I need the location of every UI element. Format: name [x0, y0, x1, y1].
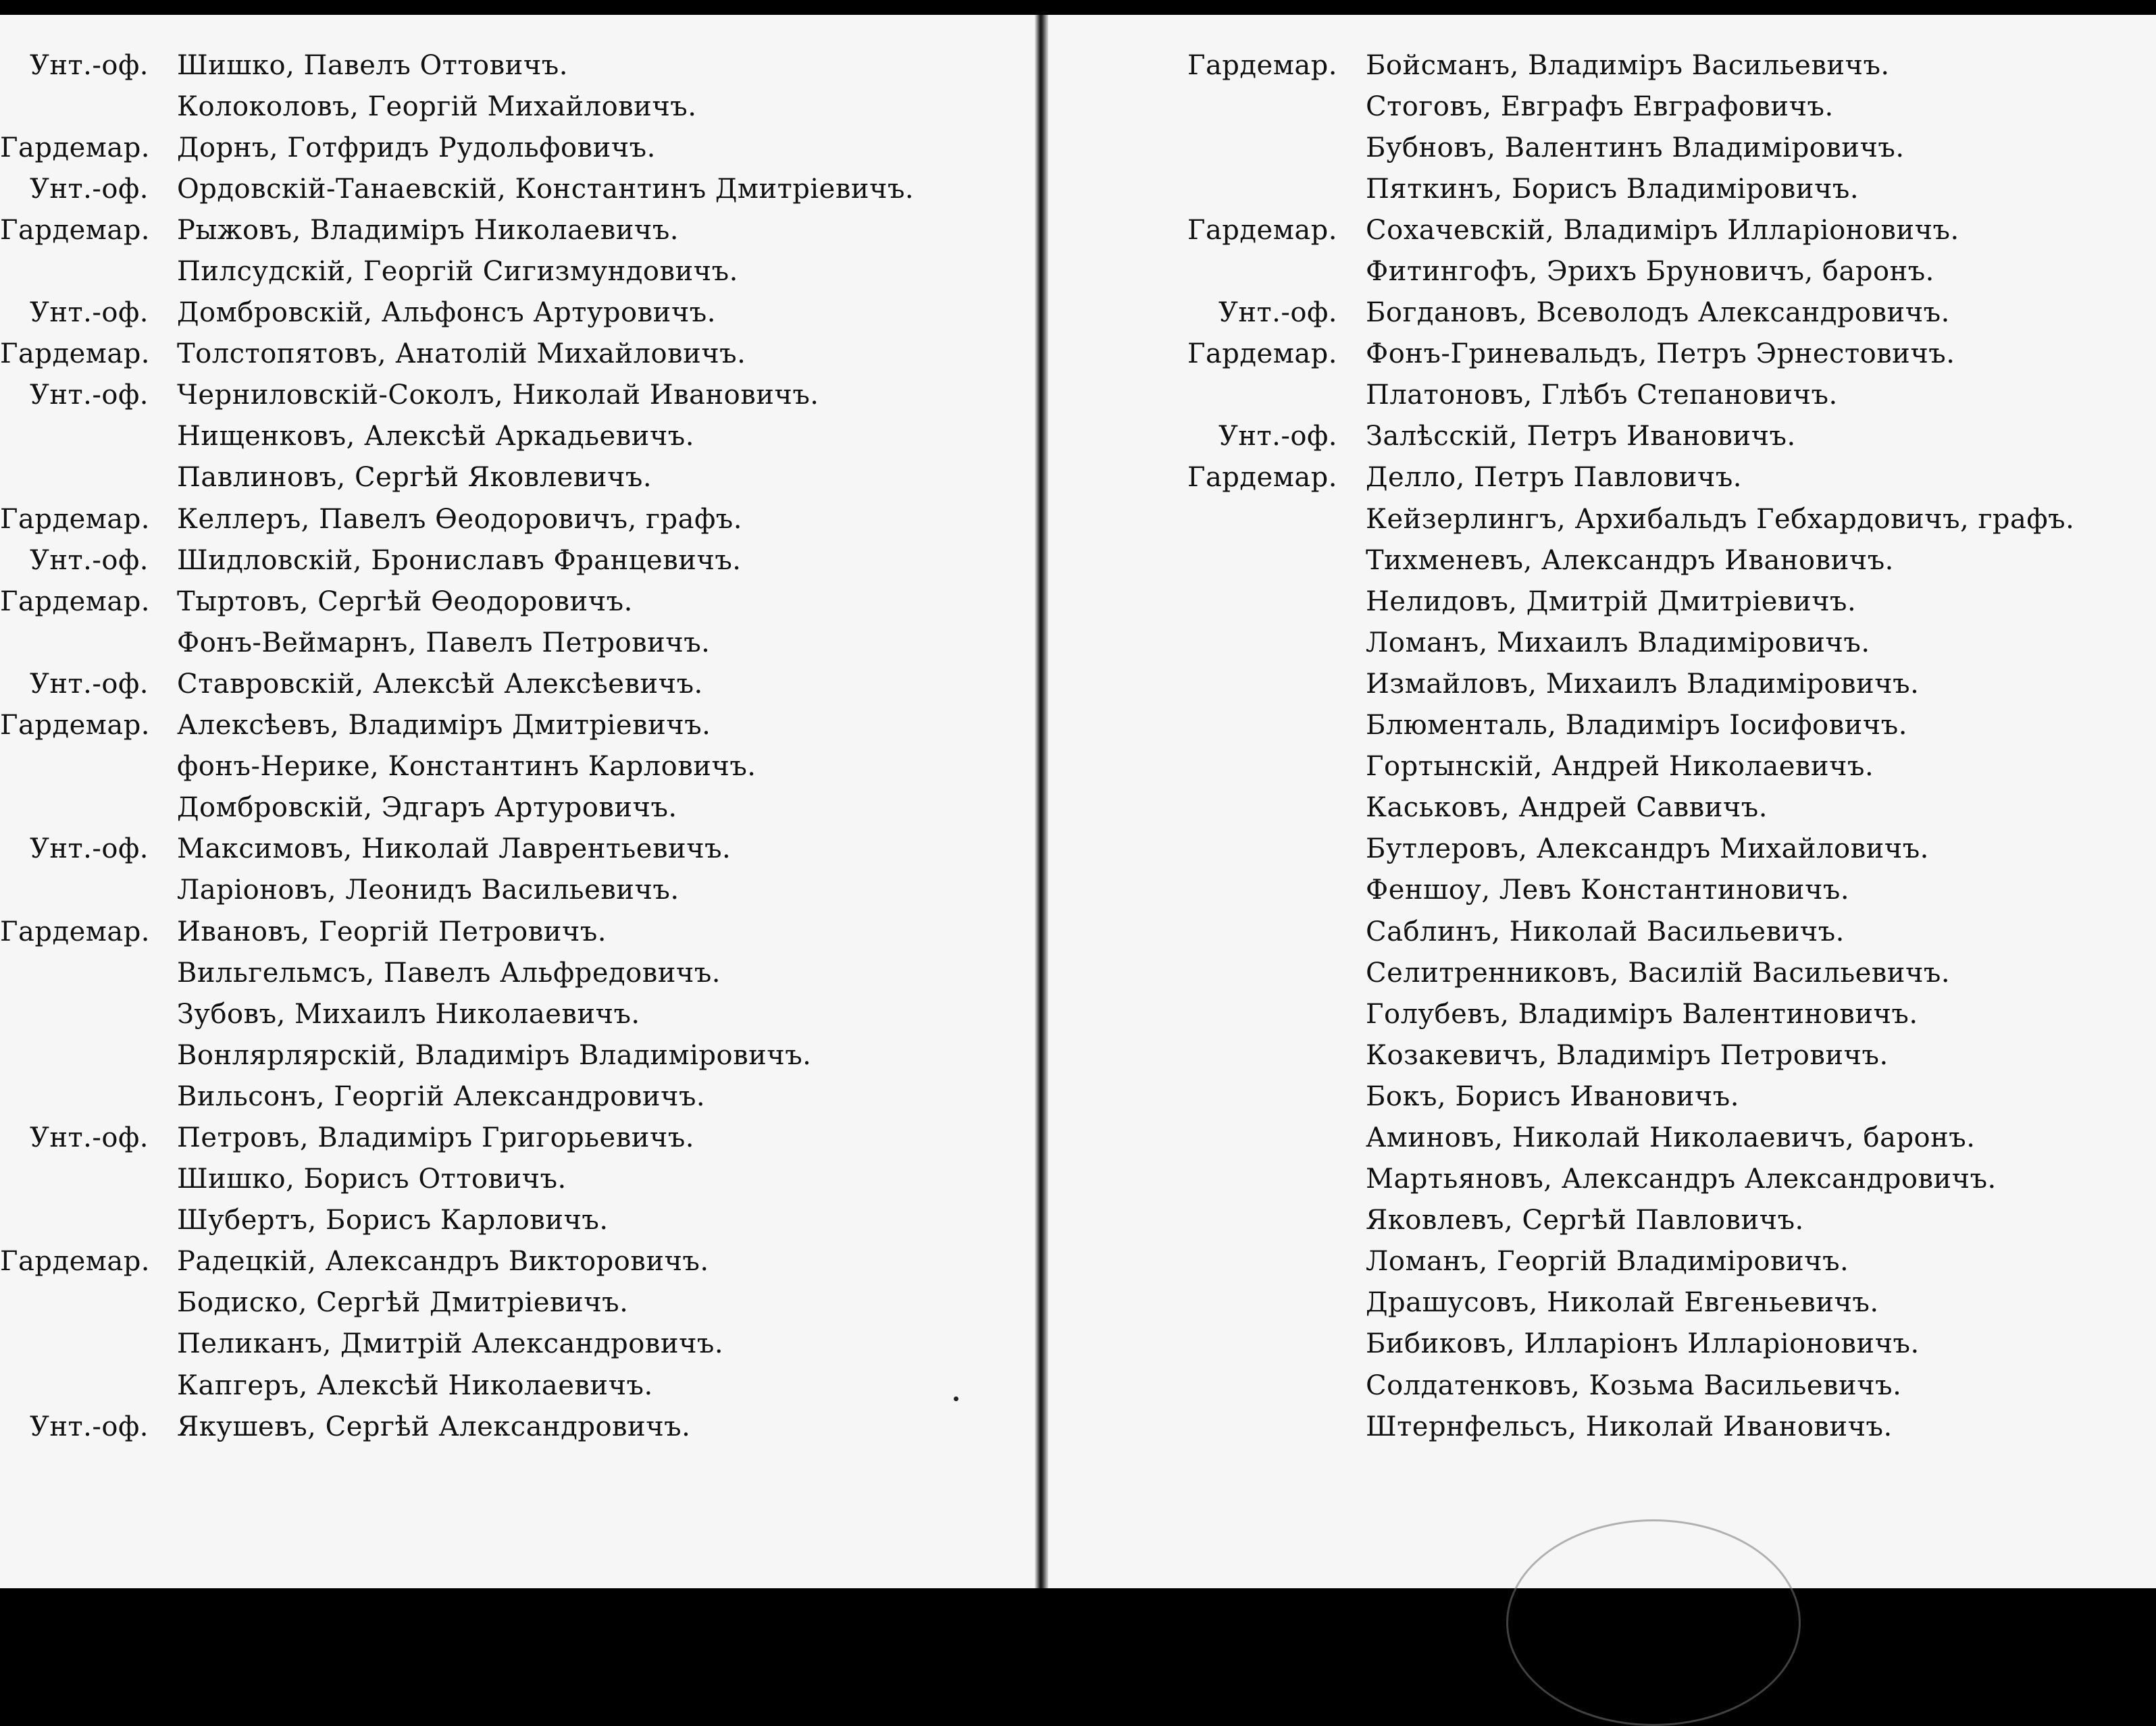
- rank-label: Гардемар.: [0, 503, 151, 535]
- ink-speck: [954, 1396, 958, 1401]
- person-name: Пилсудскій, Георгій Сигизмундовичъ.: [177, 256, 738, 288]
- rank-label: Унт.-оф.: [29, 833, 149, 865]
- person-name: Каськовъ, Андрей Саввичъ.: [1366, 792, 1768, 824]
- roster-entry: [1047, 416, 2128, 457]
- roster-entry: [1047, 1076, 2128, 1117]
- person-name: Шубертъ, Борисъ Карловичъ.: [177, 1205, 609, 1236]
- roster-entry: [0, 911, 1013, 952]
- roster-entry: [1047, 993, 2128, 1035]
- roster-entry: [0, 251, 1013, 292]
- roster-entry: [1047, 911, 2128, 952]
- roster-entry: [0, 209, 1013, 251]
- roster-entry: [0, 1159, 1013, 1200]
- rank-label: Унт.-оф.: [29, 173, 149, 205]
- person-name: Вильсонъ, Георгій Александровичъ.: [177, 1080, 706, 1112]
- roster-entry: [0, 829, 1013, 870]
- rank-label: Гардемар.: [0, 132, 151, 163]
- roster-entry: [1047, 457, 2128, 498]
- person-name: Павлиновъ, Сергѣй Яковлевичъ.: [177, 462, 652, 494]
- person-name: Пеликанъ, Дмитрій Александровичъ.: [177, 1328, 724, 1360]
- roster-entry: [1047, 952, 2128, 993]
- roster-entry: [0, 416, 1013, 457]
- roster-entry: [0, 1241, 1013, 1282]
- person-name: Бубновъ, Валентинъ Владиміровичъ.: [1366, 132, 1905, 163]
- roster-entry: [0, 1365, 1013, 1406]
- rank-label: Гардемар.: [0, 338, 151, 370]
- person-name: Измайловъ, Михаилъ Владиміровичъ.: [1366, 668, 1920, 700]
- roster-entry: [0, 705, 1013, 746]
- person-name: Тихменевъ, Александръ Ивановичъ.: [1366, 544, 1894, 576]
- person-name: Вильгельмсъ, Павелъ Альфредовичъ.: [177, 957, 721, 989]
- roster-entry: [1047, 870, 2128, 911]
- roster-entry: [0, 993, 1013, 1035]
- roster-entry: [1047, 127, 2128, 168]
- person-name: Шишко, Павелъ Оттовичъ.: [177, 49, 568, 81]
- roster-entry: [0, 168, 1013, 209]
- roster-entry: [0, 1117, 1013, 1158]
- person-name: Ордовскій-Танаевскій, Константинъ Дмитріевичъ.: [177, 173, 915, 205]
- person-name: Вонлярлярскій, Владиміръ Владиміровичъ.: [177, 1039, 812, 1071]
- roster-entry: [0, 127, 1013, 168]
- person-name: Гортынскій, Андрей Николаевичъ.: [1366, 751, 1874, 783]
- person-name: Ставровскій, Алексѣй Алексѣевичъ.: [177, 668, 703, 700]
- person-name: Шидловскій, Брониславъ Францевичъ.: [177, 544, 742, 576]
- person-name: Якушевъ, Сергѣй Александровичъ.: [177, 1411, 691, 1442]
- roster-entry: [0, 498, 1013, 540]
- person-name: Радецкій, Александръ Викторовичъ.: [177, 1246, 709, 1278]
- roster-entry: [0, 457, 1013, 498]
- person-name: Нищенковъ, Алексѣй Аркадьевичъ.: [177, 421, 694, 452]
- roster-entry: [1047, 1241, 2128, 1282]
- person-name: Ломанъ, Георгій Владиміровичъ.: [1366, 1246, 1849, 1278]
- roster-entry: [0, 45, 1013, 86]
- rank-label: Унт.-оф.: [29, 1411, 149, 1442]
- roster-entry: [0, 952, 1013, 993]
- person-name: Шишко, Борисъ Оттовичъ.: [177, 1163, 567, 1195]
- person-name: Келлеръ, Павелъ Өеодоровичъ, графъ.: [177, 503, 742, 535]
- rank-label: Гардемар.: [0, 710, 151, 741]
- person-name: Аминовъ, Николай Николаевичъ, баронъ.: [1366, 1122, 1976, 1153]
- roster-entry: [1047, 1365, 2128, 1406]
- roster-entry: [0, 787, 1013, 829]
- person-name: Кейзерлингъ, Архибальдъ Гебхардовичъ, графъ.: [1366, 503, 2075, 535]
- roster-entry: [1047, 498, 2128, 540]
- roster-entry: [1047, 209, 2128, 251]
- roster-entry: [1047, 45, 2128, 86]
- roster-entry: [1047, 663, 2128, 704]
- rank-label: Унт.-оф.: [29, 544, 149, 576]
- rank-label: Унт.-оф.: [1218, 421, 1337, 452]
- person-name: Штернфельсъ, Николай Ивановичъ.: [1366, 1411, 1893, 1442]
- person-name: фонъ-Нерике, Константинъ Карловичъ.: [177, 751, 756, 783]
- roster-entry: [0, 663, 1013, 704]
- roster-entry: [1047, 1200, 2128, 1241]
- person-name: Драшусовъ, Николай Евгеньевичъ.: [1366, 1287, 1879, 1319]
- roster-entry: [1047, 375, 2128, 416]
- roster-entry: [1047, 168, 2128, 209]
- roster-entry: [0, 1035, 1013, 1076]
- roster-entry: [1047, 1324, 2128, 1365]
- roster-entry: [1047, 86, 2128, 127]
- person-name: Домбровскій, Альфонсъ Артуровичъ.: [177, 297, 716, 329]
- roster-entry: [0, 1282, 1013, 1324]
- rank-label: Унт.-оф.: [29, 1122, 149, 1153]
- rank-label: Унт.-оф.: [1218, 297, 1337, 329]
- person-name: Фонъ-Веймарнъ, Павелъ Петровичъ.: [177, 627, 711, 658]
- person-name: Фитингофъ, Эрихъ Бруновичъ, баронъ.: [1366, 256, 1934, 288]
- roster-entry: [1047, 705, 2128, 746]
- rank-label: Гардемар.: [0, 1246, 151, 1278]
- rank-label: Гардемар.: [0, 916, 151, 947]
- rank-label: Гардемар.: [1187, 338, 1337, 370]
- roster-entry: [1047, 251, 2128, 292]
- person-name: Делло, Петръ Павловичъ.: [1366, 462, 1743, 494]
- roster-entry: [0, 375, 1013, 416]
- left-page-roster: [0, 45, 1013, 1447]
- person-name: Голубевъ, Владиміръ Валентиновичъ.: [1366, 998, 1918, 1030]
- rank-label: Унт.-оф.: [29, 297, 149, 329]
- roster-entry: [1047, 746, 2128, 787]
- rank-label: Гардемар.: [0, 585, 151, 617]
- roster-entry: [1047, 1159, 2128, 1200]
- roster-entry: [0, 870, 1013, 911]
- person-name: Фонъ-Гриневальдъ, Петръ Эрнестовичъ.: [1366, 338, 1955, 370]
- person-name: Платоновъ, Глѣбъ Степановичъ.: [1366, 380, 1838, 411]
- stamp-mark: [1506, 1519, 1801, 1726]
- roster-entry: [1047, 581, 2128, 622]
- rank-label: Унт.-оф.: [29, 668, 149, 700]
- person-name: Капгеръ, Алексѣй Николаевичъ.: [177, 1369, 653, 1401]
- person-name: Яковлевъ, Сергѣй Павловичъ.: [1366, 1205, 1804, 1236]
- person-name: Дорнъ, Готфридъ Рудольфовичъ.: [177, 132, 656, 163]
- person-name: Алексѣевъ, Владиміръ Дмитріевичъ.: [177, 710, 711, 741]
- rank-label: Унт.-оф.: [29, 49, 149, 81]
- person-name: Черниловскій-Соколъ, Николай Ивановичъ.: [177, 380, 819, 411]
- roster-entry: [0, 334, 1013, 375]
- roster-entry: [1047, 1406, 2128, 1447]
- person-name: Блюменталь, Владиміръ Іосифовичъ.: [1366, 710, 1907, 741]
- person-name: Бибиковъ, Илларіонъ Илларіоновичъ.: [1366, 1328, 1920, 1360]
- roster-entry: [1047, 1117, 2128, 1158]
- person-name: Богдановъ, Всеволодъ Александровичъ.: [1366, 297, 1950, 329]
- person-name: Саблинъ, Николай Васильевичъ.: [1366, 916, 1845, 947]
- right-page-roster: [1047, 45, 2128, 1447]
- roster-entry: [0, 746, 1013, 787]
- roster-entry: [0, 540, 1013, 581]
- roster-entry: [1047, 292, 2128, 334]
- roster-entry: [0, 622, 1013, 663]
- person-name: Нелидовъ, Дмитрій Дмитріевичъ.: [1366, 585, 1857, 617]
- roster-entry: [1047, 829, 2128, 870]
- person-name: Пяткинъ, Борисъ Владиміровичъ.: [1366, 173, 1859, 205]
- person-name: Бодиско, Сергѣй Дмитріевичъ.: [177, 1287, 629, 1319]
- person-name: Селитренниковъ, Василій Васильевичъ.: [1366, 957, 1951, 989]
- person-name: Зубовъ, Михаилъ Николаевичъ.: [177, 998, 640, 1030]
- roster-entry: [1047, 334, 2128, 375]
- person-name: Домбровскій, Эдгаръ Артуровичъ.: [177, 792, 677, 824]
- person-name: Бутлеровъ, Александръ Михайловичъ.: [1366, 833, 1929, 865]
- roster-entry: [1047, 787, 2128, 829]
- roster-entry: [1047, 622, 2128, 663]
- roster-entry: [1047, 540, 2128, 581]
- rank-label: Гардемар.: [1187, 462, 1337, 494]
- scan-top-edge: [0, 0, 2156, 15]
- person-name: Ломанъ, Михаилъ Владиміровичъ.: [1366, 627, 1870, 658]
- person-name: Ларіоновъ, Леонидъ Васильевичъ.: [177, 874, 679, 906]
- person-name: Колоколовъ, Георгій Михайловичъ.: [177, 90, 697, 122]
- person-name: Залѣсскій, Петръ Ивановичъ.: [1366, 421, 1796, 452]
- person-name: Солдатенковъ, Козьма Васильевичъ.: [1366, 1369, 1902, 1401]
- roster-entry: [1047, 1282, 2128, 1324]
- rank-label: Унт.-оф.: [29, 380, 149, 411]
- person-name: Рыжовъ, Владиміръ Николаевичъ.: [177, 214, 679, 246]
- rank-label: Гардемар.: [1187, 214, 1337, 246]
- person-name: Козакевичъ, Владиміръ Петровичъ.: [1366, 1039, 1889, 1071]
- rank-label: Гардемар.: [0, 214, 151, 246]
- person-name: Петровъ, Владиміръ Григорьевичъ.: [177, 1122, 695, 1153]
- book-gutter: [1035, 15, 1048, 1588]
- roster-entry: [0, 292, 1013, 334]
- person-name: Феншоу, Левъ Константиновичъ.: [1366, 874, 1850, 906]
- roster-entry: [0, 1076, 1013, 1117]
- roster-entry: [0, 86, 1013, 127]
- person-name: Бокъ, Борисъ Ивановичъ.: [1366, 1080, 1739, 1112]
- roster-entry: [0, 1200, 1013, 1241]
- person-name: Сохачевскій, Владиміръ Илларіоновичъ.: [1366, 214, 1959, 246]
- roster-entry: [0, 581, 1013, 622]
- person-name: Тыртовъ, Сергѣй Өеодоровичъ.: [177, 585, 633, 617]
- roster-entry: [0, 1406, 1013, 1447]
- person-name: Максимовъ, Николай Лаврентьевичъ.: [177, 833, 732, 865]
- roster-entry: [1047, 1035, 2128, 1076]
- person-name: Мартьяновъ, Александръ Александровичъ.: [1366, 1163, 1997, 1195]
- rank-label: Гардемар.: [1187, 49, 1337, 81]
- person-name: Толстопятовъ, Анатолій Михайловичъ.: [177, 338, 746, 370]
- person-name: Стоговъ, Евграфъ Евграфовичъ.: [1366, 90, 1834, 122]
- person-name: Ивановъ, Георгій Петровичъ.: [177, 916, 607, 947]
- person-name: Бойсманъ, Владиміръ Васильевичъ.: [1366, 49, 1890, 81]
- roster-entry: [0, 1324, 1013, 1365]
